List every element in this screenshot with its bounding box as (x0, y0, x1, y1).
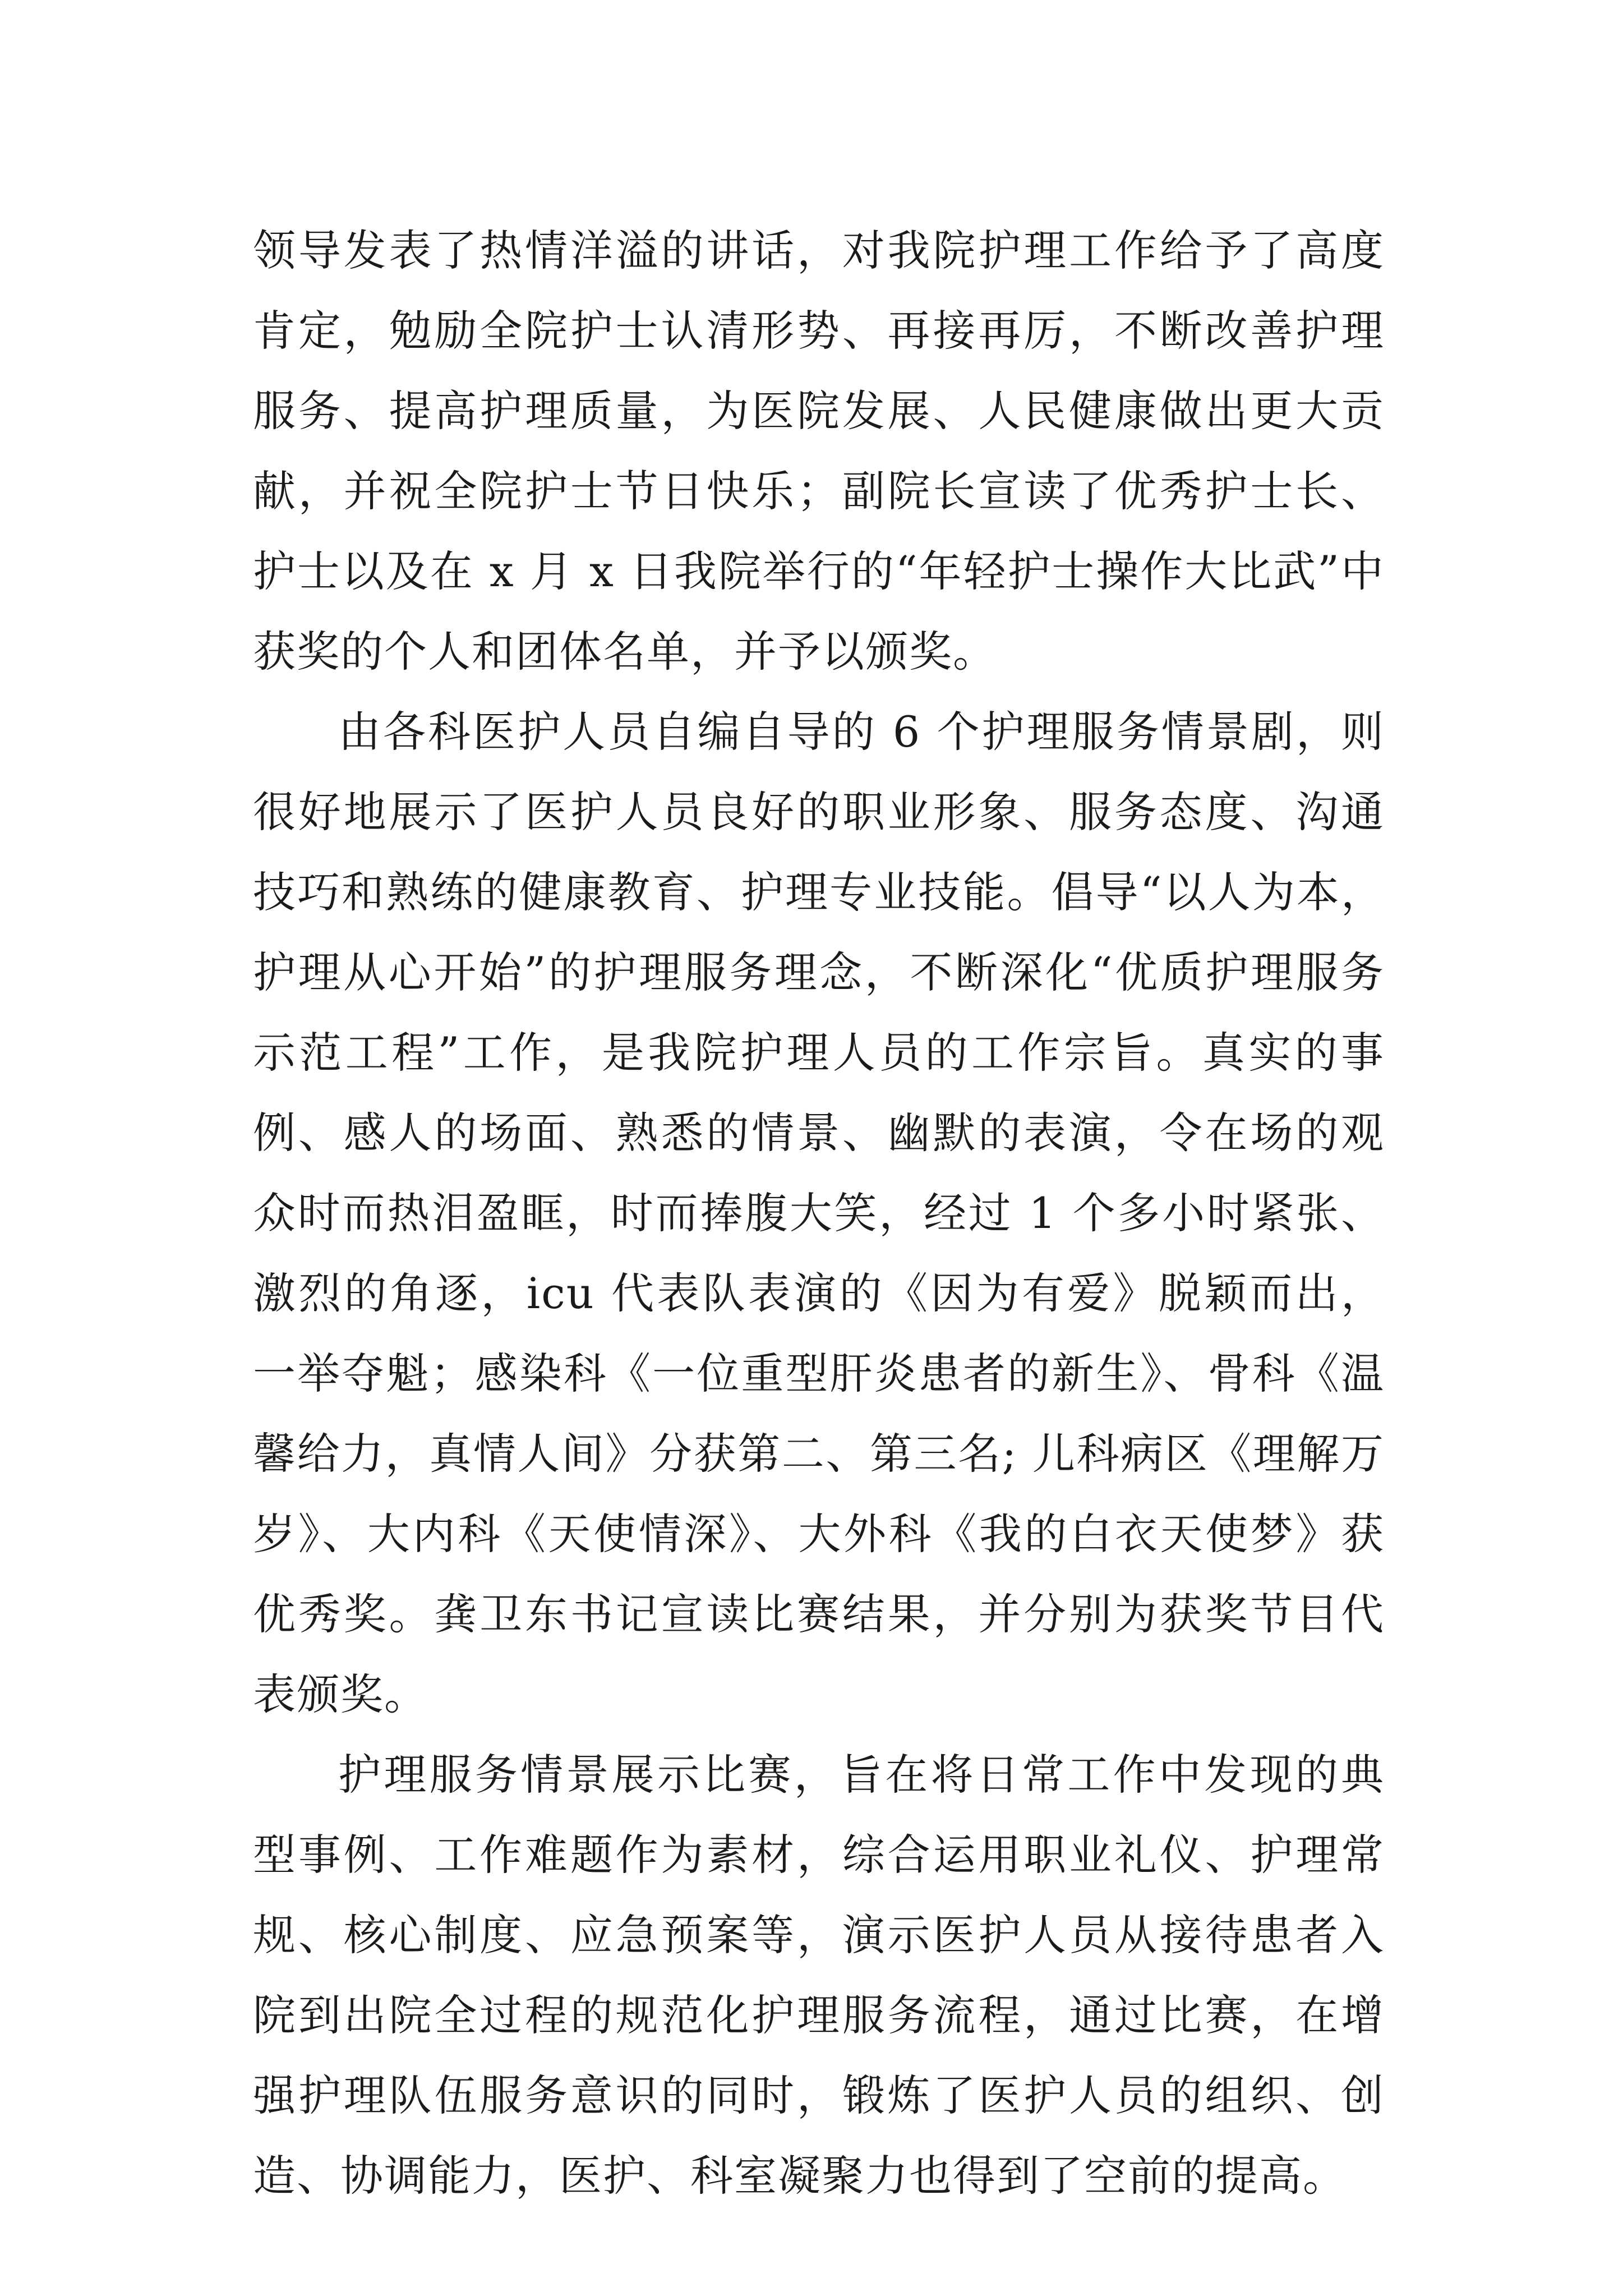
document-body (253, 210, 1385, 2216)
paragraph-continuation: 领导发表了热情洋溢的讲话，对我院护理工作给予了高度肯定，勉励全院护士认清形势、再接再厉，不断改善护理服务、提高护理质量，为医院发展、人民健康做出更大贡献，并祝全院护士节日快乐；副院长宣读了优秀护士长、护士以及在 x 月 x 日我院举行的“年轻护士操作大比武”中获奖的个人和团体名单，并予以颁奖。 (253, 226, 1385, 677)
paragraph-competition-purpose: 护理服务情景展示比赛，旨在将日常工作中发现的典型事例、工作难题作为素材，综合运用职业礼仪、护理常规、核心制度、应急预案等，演示医护人员从接待患者入院到出院全过程的规范化护理服务流程，通过比赛，在增强护理队伍服务意识的同时，锻炼了医护人员的组织、创造、协调能力，医护、科室凝聚力也得到了空前的提高。 (253, 1750, 1385, 2201)
paragraph-skit-competition: 由各科医护人员自编自导的 6 个护理服务情景剧，则很好地展示了医护人员良好的职业形象、服务态度、沟通技巧和熟练的健康教育、护理专业技能。倡导“以人为本，护理从心开始”的护理服务理念，不断深化“优质护理服务示范工程”工作，是我院护理人员的工作宗旨。真实的事例、感人的场面、熟悉的情景、幽默的表演，令在场的观众时而热泪盈眶，时而捧腹大笑，经过 1 个多小时紧张、激烈的角逐，icu 代表队表演的《因为有爱》脱颖而出，一举夺魁；感染科《一位重型肝炎患者的新生》、骨科《温馨给力，真情人间》分获第二、第三名; 儿科病区《理解万岁》、大内科《天使情深》、大外科《我的白衣天使梦》获优秀奖。龚卫东书记宣读比赛结果，并分别为获奖节目代表颁奖。 (253, 707, 1385, 1719)
